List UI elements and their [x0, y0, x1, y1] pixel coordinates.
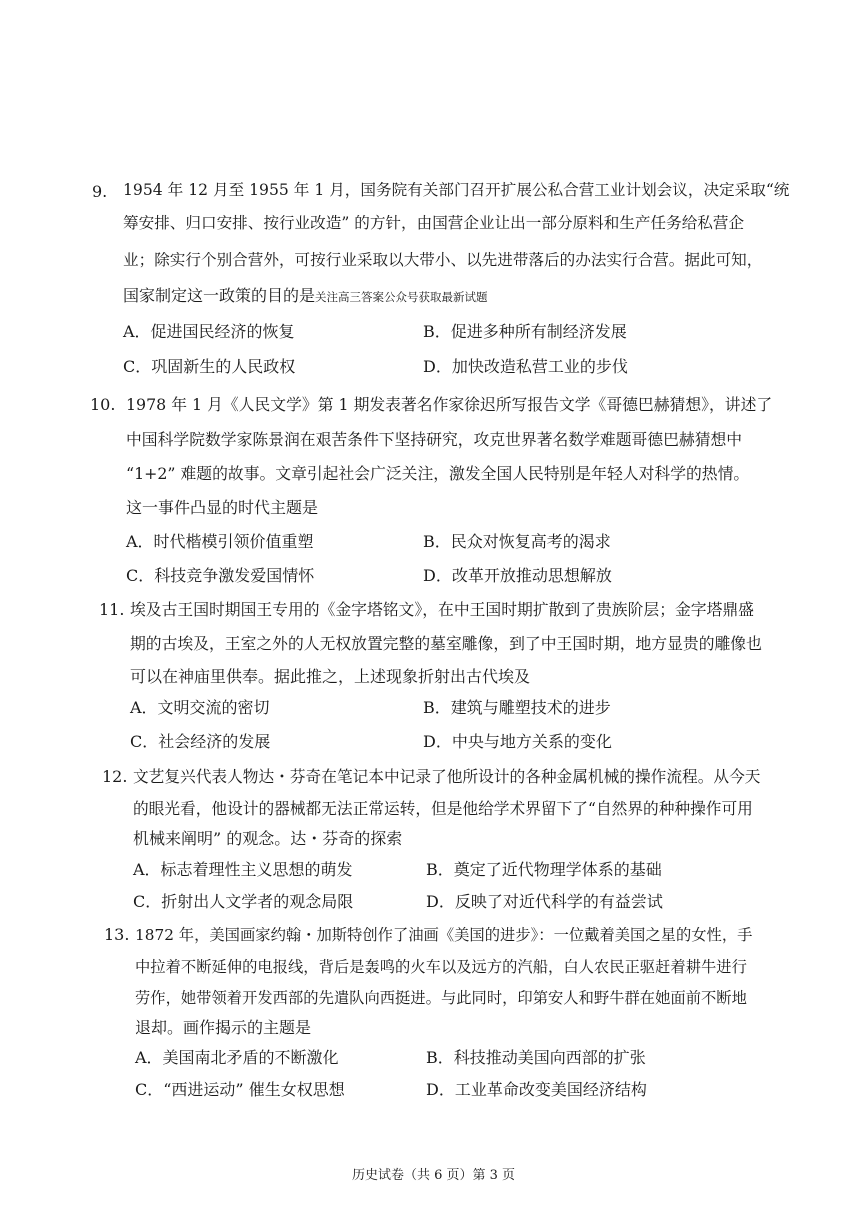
question-text-line: 中拉着不断延伸的电报线，背后是轰鸣的火车以及远方的汽船，白人农民正驱赶着耕牛进行	[135, 958, 747, 976]
question-number: 12.	[102, 767, 128, 786]
option-b[interactable]: B．促进多种所有制经济发展	[423, 322, 627, 341]
question-text-line: 埃及古王国时期国王专用的《金字塔铭文》，在中王国时期扩散到了贵族阶层；金字塔鼎盛	[130, 600, 754, 619]
option-c[interactable]: C．“西进运动” 催生女权思想	[135, 1080, 345, 1099]
question-text-line: 退却。画作揭示的主题是	[135, 1018, 312, 1037]
watermark-note: 关注高三答案公众号获取最新试题	[315, 290, 488, 304]
question-text-line: 1978 年 1 月《人民文学》第 1 期发表著名作家徐迟所写报告文学《哥德巴赫猜想》，讲述了	[126, 395, 773, 414]
option-a[interactable]: A．美国南北矛盾的不断激化	[135, 1048, 339, 1067]
option-a[interactable]: A．时代楷模引领价值重塑	[126, 532, 314, 551]
option-c[interactable]: C．社会经济的发展	[130, 732, 271, 751]
question-text-line: 期的古埃及，王室之外的人无权放置完整的墓室雕像，到了中王国时期，地方显贵的雕像也	[130, 634, 762, 653]
option-d[interactable]: D．加快改造私营工业的步伐	[423, 357, 628, 376]
question-number: 10.	[90, 395, 116, 414]
option-b[interactable]: B．科技推动美国向西部的扩张	[426, 1048, 646, 1067]
option-c[interactable]: C．科技竞争激发爱国情怀	[126, 566, 315, 585]
question-text-line: 1872 年，美国画家约翰・加斯特创作了油画《美国的进步》：一位戴着美国之星的女性，手	[135, 926, 753, 944]
option-c[interactable]: C．折射出人文学者的观念局限	[133, 892, 354, 911]
question-text-line: 文艺复兴代表人物达・芬奇在笔记本中记录了他所设计的各种金属机械的操作流程。从今天	[133, 767, 761, 786]
question-number: 13.	[104, 925, 130, 944]
question-text-line: 这一事件凸显的时代主题是	[126, 498, 319, 517]
option-a[interactable]: A．促进国民经济的恢复	[123, 322, 295, 341]
option-b[interactable]: B．奠定了近代物理学体系的基础	[426, 860, 662, 879]
option-a[interactable]: A．标志着理性主义思想的萌发	[133, 860, 353, 879]
question-text-line: 劳作，她带领着开发西部的先遣队向西挺进。与此同时，印第安人和野牛群在她面前不断地	[135, 989, 747, 1007]
question-text-line-wrap	[123, 286, 488, 307]
question-text-line: 1954 年 12 月至 1955 年 1 月，国务院有关部门召开扩展公私合营工业计划会议，决定采取“统	[123, 181, 790, 199]
question-text-line: 中国科学院数学家陈景润在艰苦条件下坚持研究，攻克世界著名数学难题哥德巴赫猜想中	[126, 430, 743, 449]
question-text-line: 可以在神庙里供奉。据此推之，上述现象折射出古代埃及	[130, 667, 531, 686]
question-text-line: 业；除实行个别合营外，可按行业采取以大带小、以先进带落后的办法实行合营。据此可知，	[123, 251, 763, 269]
option-d[interactable]: D．工业革命改变美国经济结构	[426, 1080, 647, 1099]
page-footer: 历史试卷（共 6 页）第 3 页	[351, 1168, 516, 1183]
option-b[interactable]: B．建筑与雕塑技术的进步	[423, 698, 611, 717]
question-text-line: 的眼光看，他设计的器械都无法正常运转，但是他给学术界留下了“自然界的种种操作可用	[133, 799, 753, 818]
question-text-line: 机械来阐明” 的观念。达・芬奇的探索	[133, 829, 403, 848]
option-d[interactable]: D．中央与地方关系的变化	[423, 732, 612, 751]
question-text-line: 国家制定这一政策的目的是	[123, 286, 316, 305]
question-number: 9.	[92, 182, 108, 201]
question-number: 11.	[99, 600, 125, 619]
option-d[interactable]: D．反映了对近代科学的有益尝试	[426, 892, 663, 911]
option-a[interactable]: A．文明交流的密切	[130, 698, 270, 717]
option-d[interactable]: D．改革开放推动思想解放	[423, 566, 612, 585]
option-c[interactable]: C．巩固新生的人民政权	[123, 357, 296, 376]
question-text-line: “1+2” 难题的故事。文章引起社会广泛关注，激发全国人民特别是年轻人对科学的热情。	[126, 464, 750, 483]
question-text-line: 筹安排、归口安排、按行业改造” 的方针，由国营企业让出一部分原料和生产任务给私营企	[123, 214, 745, 232]
option-b[interactable]: B．民众对恢复高考的渴求	[423, 532, 611, 551]
